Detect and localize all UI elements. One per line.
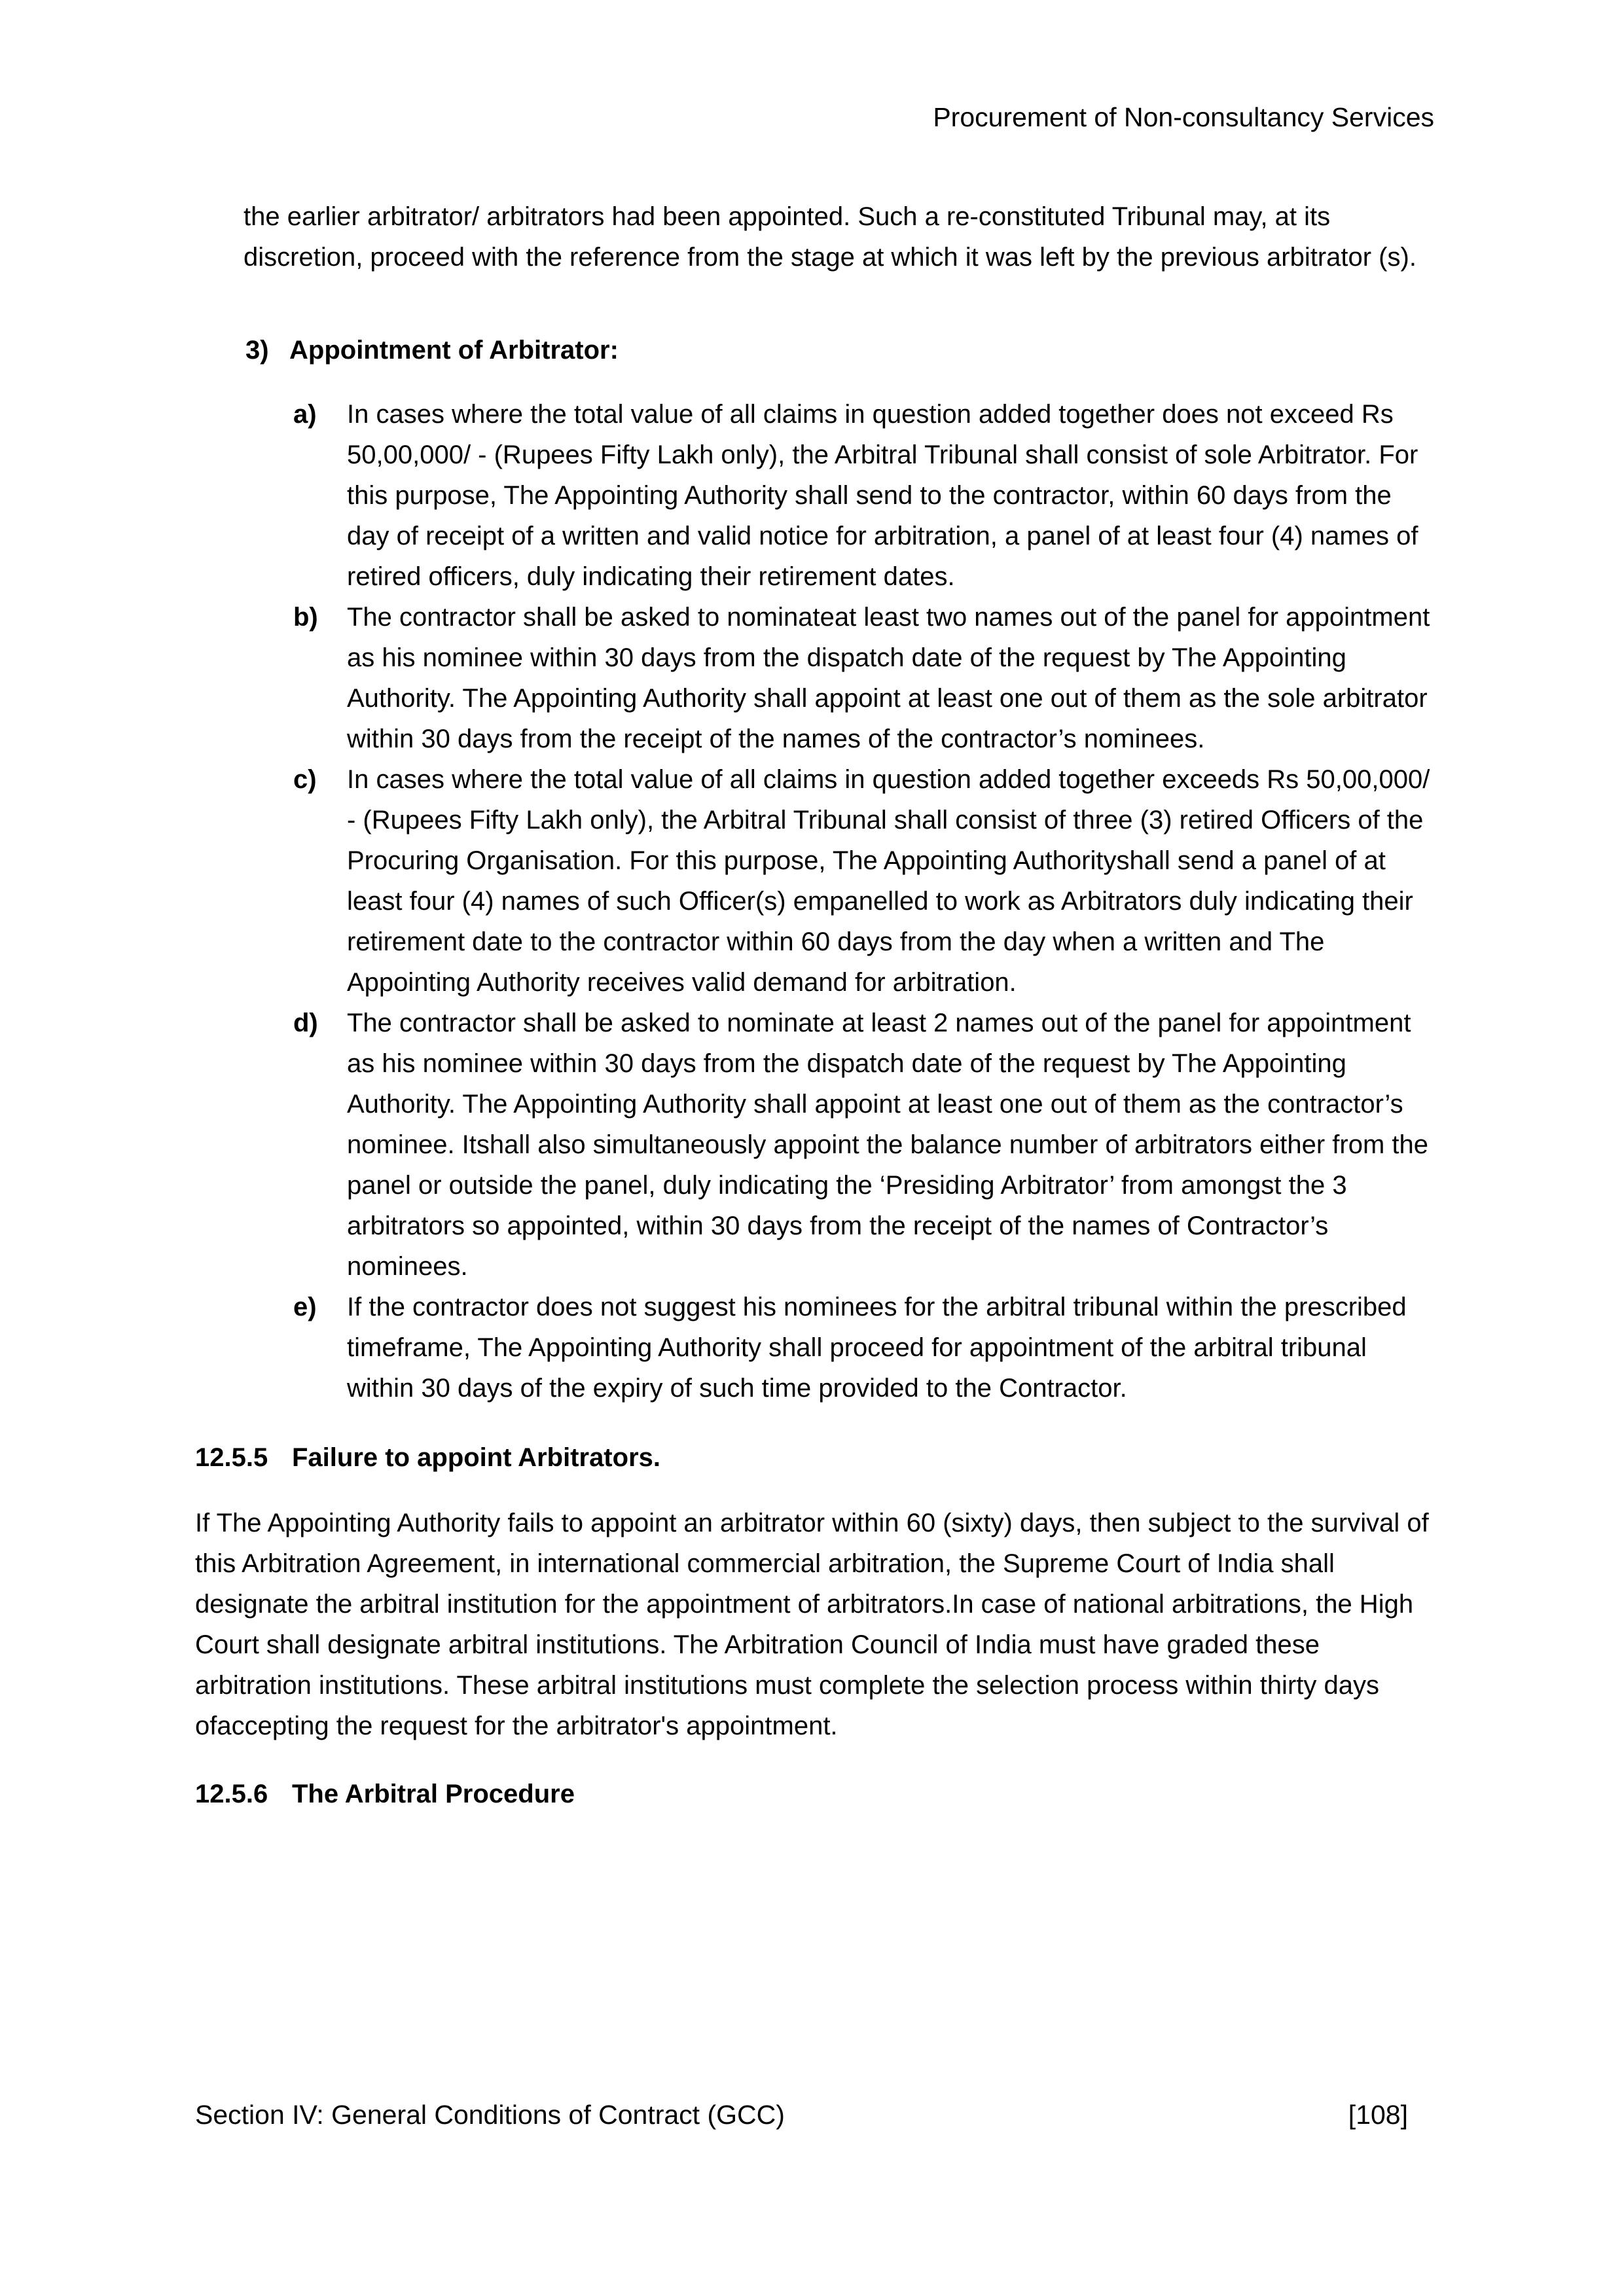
lettered-list <box>293 394 1434 1408</box>
footer-page-number: [108] <box>1348 2100 1408 2130</box>
section-title: The Arbitral Procedure <box>292 1780 575 1808</box>
list-item-text: In cases where the total value of all claims in question added together does not exceed Rs 50,00,000/ - (Rupees Fifty Lakh only), the Arbitral Tribunal shall consist of sole Arbitrator. For this purpose, The Appointing Authority shall send to the contractor, within 60 days from the day of receipt of a written and valid notice for arbitration, a panel of at least four (4) names of retired officers, duly indicating their retirement dates. <box>347 400 1418 591</box>
section-title: Failure to appoint Arbitrators. <box>292 1443 660 1472</box>
document-content <box>195 196 1434 1839</box>
list-item-d <box>293 1003 1434 1287</box>
list-item-text: In cases where the total value of all claims in question added together exceeds Rs 50,00,000/ - (Rupees Fifty Lakh only), the Arbitral Tribunal shall consist of three (3) retired Officers of the Procuring Organisation. For this purpose, The Appointing Authorityshall send a panel of at least four (4) names of such Officer(s) empanelled to work as Arbitrators duly indicating their retirement date to the contractor within 60 days from the day when a written and The Appointing Authority receives valid demand for arbitration. <box>347 765 1430 997</box>
section-number: 12.5.6 <box>195 1780 268 1808</box>
list-item-text: The contractor shall be asked to nominate at least 2 names out of the panel for appointment as his nominee within 30 days from the dispatch date of the request by The Appointing Authority. The Appointing Authority shall appoint at least one out of them as the contractor’s nominee. Itshall also simultaneously appoint the balance number of arbitrators either from the panel or outside the panel, duly indicating the ‘Presiding Arbitrator’ from amongst the 3 arbitrators so appointed, within 30 days from the receipt of the names of Contractor’s nominees. <box>347 1009 1429 1281</box>
footer-section-label: Section IV: General Conditions of Contract (GCC) <box>195 2100 785 2130</box>
section-number: 12.5.5 <box>195 1443 268 1472</box>
list-item-a <box>293 394 1434 597</box>
list-item-letter: b) <box>293 603 318 632</box>
page-footer <box>195 2094 1408 2135</box>
numbered-heading-number: 3) <box>245 336 269 365</box>
section-1255-paragraph: If The Appointing Authority fails to appoint an arbitrator within 60 (sixty) days, then subject to the survival of this Arbitration Agreement, in international commercial arbitration, the Supreme Court of India shall designate the arbitral institution for the appointment of arbitrators.In case of national arbitrations, the High Court shall designate arbitral institutions. The Arbitration Council of India must have graded these arbitration institutions. These arbitral institutions must complete the selection process within thirty days ofaccepting the request for the arbitrator's appointment. <box>195 1509 1429 1740</box>
list-item-letter: c) <box>293 765 317 794</box>
list-item-letter: e) <box>293 1293 317 1321</box>
list-item-b <box>293 597 1434 759</box>
section-heading-1255 <box>195 1437 1434 1478</box>
intro-paragraph: the earlier arbitrator/ arbitrators had been appointed. Such a re-constituted Tribunal may, at its discretion, proceed with the reference from the stage at which it was left by the previous arbitrator (s). <box>244 202 1416 272</box>
list-item-text: If the contractor does not suggest his nominees for the arbitral tribunal within the prescribed timeframe, The Appointing Authority shall proceed for appointment of the arbitral tribunal within 30 days of the expiry of such time provided to the Contractor. <box>347 1293 1407 1403</box>
list-item-letter: d) <box>293 1009 318 1037</box>
list-item-letter: a) <box>293 400 317 429</box>
page-header-text: Procurement of Non-consultancy Services <box>933 102 1434 132</box>
list-item-text: The contractor shall be asked to nominateat least two names out of the panel for appointment as his nominee within 30 days from the dispatch date of the request by The Appointing Authority. The Appointing Authority shall appoint at least one out of them as the sole arbitrator within 30 days from the receipt of the names of the contractor’s nominees. <box>347 603 1430 753</box>
section-heading-1256 <box>195 1774 1434 1814</box>
list-item-e <box>293 1287 1434 1408</box>
list-item-c <box>293 759 1434 1003</box>
numbered-heading-title: Appointment of Arbitrator: <box>289 336 619 365</box>
numbered-heading <box>245 330 1434 370</box>
